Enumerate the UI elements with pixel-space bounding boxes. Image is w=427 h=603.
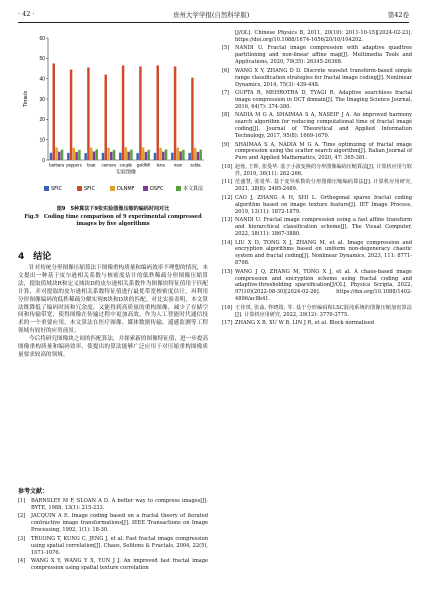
reference-item	[222, 45, 412, 66]
y-axis-label: Time/s	[23, 90, 29, 108]
reference-item	[222, 217, 412, 238]
reference-number: [8]	[222, 112, 230, 119]
legend-label: SFIC	[51, 186, 63, 192]
legend-label: 本文算法	[183, 186, 204, 192]
bar	[119, 153, 121, 160]
bar	[199, 150, 201, 160]
bar	[87, 67, 89, 160]
reference-text: GUPTA R, MEHROTRA D, TYAGI R. Adaptive searchless fractal image compression in DCT domain[J]. The Imaging Science Journal, 2016, 64(7): 374-380.	[235, 90, 412, 110]
reference-item	[222, 269, 412, 303]
bar	[73, 148, 75, 160]
reference-number: [16]	[222, 304, 233, 311]
reference-number: [17]	[222, 320, 233, 327]
reference-number: [3]	[18, 535, 26, 542]
bar	[70, 70, 72, 160]
bar	[157, 65, 159, 160]
reference-number: [9]	[222, 141, 230, 148]
reference-number: [14]	[222, 239, 233, 246]
reference-item	[222, 30, 412, 44]
bar	[75, 152, 77, 160]
reference-item	[222, 240, 412, 267]
legend-swatch	[143, 186, 148, 191]
bar	[179, 151, 181, 160]
bar	[147, 150, 149, 160]
reference-item	[222, 90, 412, 111]
bar	[130, 150, 132, 160]
reference-number: [2]	[18, 513, 26, 520]
reference-text: 范盛慧, 张曼华. 基于变异系数的分形图像压缩编码算法[J]. 计算机应用研究, 2021, 38(8): 2485-2489.	[235, 179, 412, 193]
reference-text: WANG X Y, ZHANG D D. Discrete wavelet transform-based simple range classification strategies for fractal image coding[J]. Nonlinear Dynamics, 2014, 75(3): 439-448.	[235, 67, 412, 88]
reference-item	[18, 498, 208, 512]
bar	[61, 150, 63, 160]
reference-item	[222, 164, 412, 178]
legend-swatch	[176, 186, 181, 191]
y-tick-label: 40	[39, 76, 45, 83]
reference-item	[18, 536, 208, 557]
bar	[142, 147, 144, 160]
page-number: · 42 ·	[18, 10, 35, 18]
reference-item	[222, 195, 412, 216]
bar	[105, 75, 107, 160]
x-tick-label: couple	[119, 162, 133, 168]
legend-label: SFIC	[84, 186, 96, 192]
bar	[53, 63, 55, 160]
figure-caption	[18, 206, 208, 229]
bar	[67, 153, 69, 160]
reference-text: NANDI U. Fractal image compression using a fast affine transform and hierarchical classification scheme[J]. The Visual Computer, 2022, 38(11): 3867-3880.	[235, 217, 412, 237]
reference-item	[18, 558, 208, 572]
x-axis-label: 实验图像	[115, 169, 137, 176]
reference-text: TRUONG T, KUNG C, JENG J, et al. Fast fractal image compression using spatial correlation[J]. Chaos, Solitons & Fractals, 2004, 22(5), 1071-1076.	[31, 535, 208, 556]
reference-text: LIU X D, TONG X J, ZHANG M, et al. Image compression and encryption algorithms based on uniform non-degeneracy chaotic system and fractal coding[J]. Nonlinear Dynamics, 2023, 111: 8771-8798.	[235, 239, 412, 267]
y-tick-label: 20	[39, 117, 45, 124]
reference-number: [6]	[222, 67, 230, 74]
reference-text: SHAIMAA S A, NADIA M G A. Time optimizing of fractal image compression using the scatter search algorithm[J]. Italian Journal of Pure and Applied Mathematics, 2020, 47: 365-381.	[235, 141, 412, 162]
reference-number: [4]	[18, 558, 26, 565]
bar	[122, 65, 124, 160]
y-tick-label: 30	[39, 96, 45, 103]
references-left	[18, 498, 208, 574]
reference-text: 王佳琪, 张淼, 佟晓筠, 等. 基于分形编码和LSC混沌系统的图像压缩加密算法[J]. 计算机应用研究, 2022, 39(12): 3770-3775.	[235, 304, 412, 318]
running-header	[18, 8, 409, 20]
bar	[171, 153, 173, 160]
reference-item	[222, 320, 412, 327]
reference-text: [J/OL]. Chinese Physics B, 2011, 20(10): 2011-10-15][2024-02-23]. https://doi.org/10.1088/1674-1056/20/10/104202.	[235, 30, 412, 43]
bar	[125, 147, 127, 160]
bar	[154, 153, 156, 160]
y-tick-label: 0	[42, 157, 45, 164]
reference-item	[222, 142, 412, 163]
bar	[182, 150, 184, 160]
bar	[191, 78, 193, 160]
section-heading: 4 结论	[18, 252, 52, 262]
legend-label: DLNMF	[117, 186, 135, 192]
reference-item	[18, 513, 208, 534]
bar	[145, 152, 147, 160]
reference-number: [15]	[222, 268, 233, 275]
reference-text: CAO J, ZHANG A H, SHI L. Orthogonal sparse fractal coding algorithm based on image texture feature[J]. IET Image Process, 2019, 13(11): 1872-1879.	[235, 194, 412, 215]
bar	[110, 152, 112, 160]
legend-label: OSFC	[150, 186, 164, 192]
reference-item	[222, 179, 412, 193]
y-tick-label: 60	[39, 35, 45, 42]
figure-caption-en: Fig.9 Coding time comparison of 9 experimental compressed images by five algorithms	[24, 213, 202, 228]
legend-swatch	[44, 186, 49, 191]
bar	[84, 153, 86, 160]
bar	[58, 152, 60, 160]
bar	[90, 148, 92, 160]
bar	[174, 66, 176, 160]
x-tick-label: man	[173, 162, 183, 168]
reference-text: NANDI U. Fractal image compression with adaptive quadtree partitioning and non-linear affine map[J]. Multimedia Tools and Applications, 2020, 79(35): 26345-26368.	[235, 45, 412, 66]
conclusion-paragraph-2: 今后将研究图像块之间的匹配算法，并探索新的图像特征值，进一步提高图像重构质量和编码效率，使提出的算法能够广泛应用于对压缩重构图像质量要求较高的领域。	[18, 336, 209, 358]
bar	[194, 148, 196, 160]
x-tick-label: lena	[156, 162, 165, 168]
reference-text: NADIA M G A, SHAIMAA S A, NASEIF J A. An improved harmony search algorithm for reducing computational time of fractal image coding[J]. Journal of Theoretical and Applied Information Technology, 2017, 95(8): 1669-1679.	[235, 112, 412, 139]
legend-swatch	[110, 186, 115, 191]
bar	[165, 149, 167, 160]
reference-text: JACQUIN A E. Image coding based on a fractal theory of iterated contractive image transformations[J]. IEEE Transactions on Image Processing, 1992, 1(1): 18-30.	[31, 513, 208, 534]
bar	[162, 152, 164, 160]
bar	[188, 153, 190, 160]
journal-title: 贵州大学学报(自然科学版)	[172, 10, 250, 19]
legend-swatch	[77, 186, 82, 191]
reference-number: [10]	[222, 163, 233, 170]
conclusion-body	[18, 265, 208, 360]
bar	[159, 148, 161, 160]
reference-text: WANG X Y, WANG Y X, YUN J J. An improved fast fractal image compression using spatial texture correlation	[31, 558, 208, 571]
y-tick-label: 10	[39, 137, 45, 144]
reference-text: WANG J Q, ZHANG M, TONG X J, et al. A chaos-based image compression and encryption scheme using fractal coding and adaptive-thresholding sparsification[J/OL]. Physica Scripta, 2022, 97(10)(2022-08-30)[2024-02-26]. https://doi.org/10.1088/1402-4896/ac8b41.	[235, 268, 412, 303]
bar	[95, 149, 97, 160]
references-right	[222, 30, 412, 329]
figure-caption-cn: 图9 5种算法下9张实验图像压缩的编码时间对比	[56, 206, 170, 212]
reference-number: [12]	[222, 194, 233, 201]
reference-number: [11]	[222, 179, 233, 186]
bar	[107, 148, 109, 160]
x-tick-label: peppers	[66, 162, 82, 168]
bar	[136, 153, 138, 160]
reference-item	[222, 112, 412, 139]
bar	[93, 151, 95, 160]
bar	[50, 153, 52, 160]
bar	[55, 147, 57, 160]
x-tick-label: boat	[87, 162, 96, 168]
reference-text: 赵蓉, 王晖, 张曼华. 基于小波变换的分形图像编码压缩算法[J]. 计算机应用与软件, 2019, 36(11): 262-266.	[235, 163, 412, 177]
reference-text: ZHANG X B, XU W B, LIN J R, et al. Block normalised	[235, 320, 374, 327]
volume-label: 第42卷	[387, 10, 409, 19]
reference-item	[222, 68, 412, 89]
reference-number: [5]	[222, 45, 230, 52]
x-tick-label: camera	[101, 162, 116, 168]
y-tick-label: 50	[39, 56, 45, 63]
reference-number: [7]	[222, 90, 230, 97]
x-tick-label: zelda	[190, 162, 201, 168]
coding-time-bar-chart	[18, 30, 208, 205]
header-rule	[18, 22, 409, 23]
reference-number: [13]	[222, 217, 233, 224]
bar	[197, 152, 199, 160]
bar	[102, 153, 104, 160]
bar	[177, 148, 179, 160]
bar	[78, 150, 80, 160]
references-heading: 参考文献：	[18, 488, 49, 495]
bar	[139, 66, 141, 160]
x-tick-label: barbara	[49, 162, 65, 168]
bar	[113, 150, 115, 160]
reference-item	[222, 305, 412, 319]
reference-text: BARNSLEY M F, SLOAN A D. A better way to compress images[J]. BYTE, 1988, 13(1): 215-233.	[31, 498, 208, 511]
reference-number	[222, 30, 235, 44]
reference-number: [1]	[18, 498, 26, 504]
conclusion-paragraph-1: 针对传统分形图像压缩算法下图像重构质量和编码效率不理想的情况，本文提出一种基于皮尔逊相关系数与核密度估计的低秩稀疏分形图像压缩算法，提取值域块R和定义域块D的皮尔逊相关系数作为图像块特征值用于匹配计算，并对提取的皮尔逊相关系数特征值进行最优带宽核密度估计，再利用分形图像编码的低秩稀疏分解实现R块和D块的匹配。对比实验表明，本文算法既降低了编码时间和冗余度，又能得到高质量的重构图像，减少了存储空间和传输带宽，使得图像在传输过程中更加高效。作为人工智能时代通信技术的一个重要应用，本文算法在医疗图像、媒体数据传输、遥感监测等工程领域有较好的应用前景。	[18, 265, 209, 335]
bar	[127, 152, 129, 160]
x-tick-label: goldhill	[136, 162, 151, 168]
